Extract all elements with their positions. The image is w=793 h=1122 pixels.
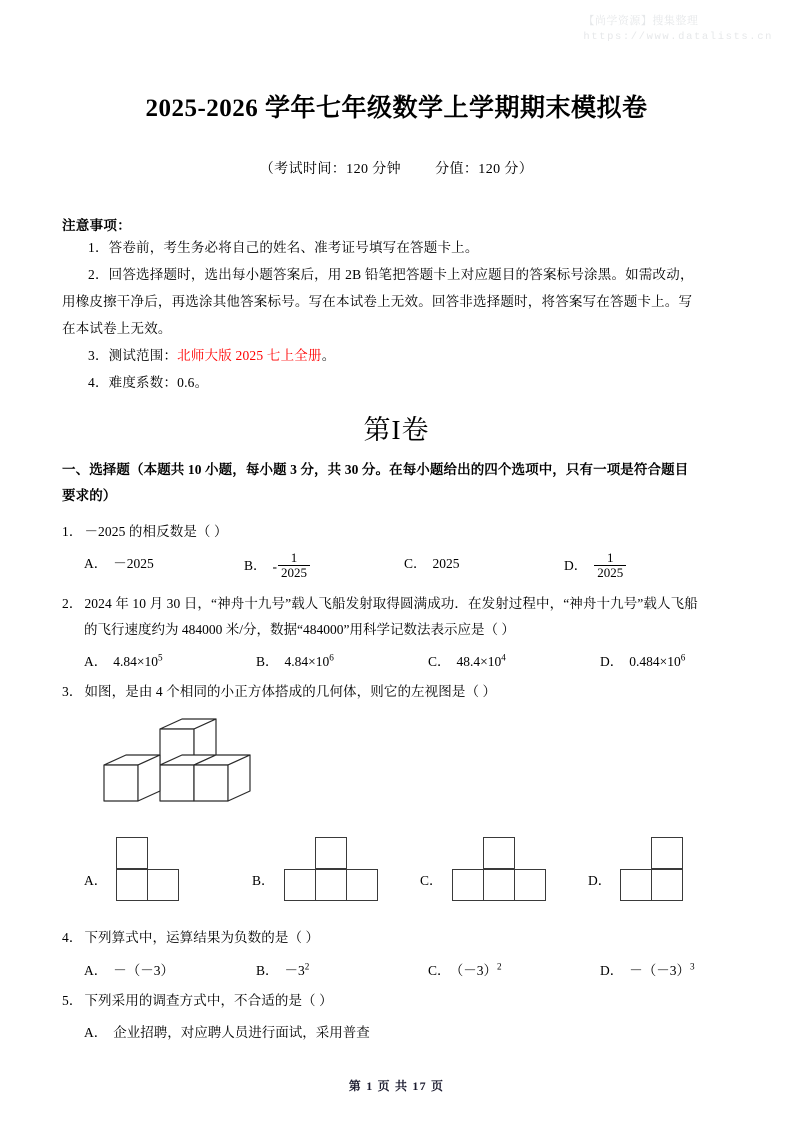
- option-a-label: A．: [84, 1025, 108, 1041]
- shape-c-grid: [452, 837, 549, 903]
- notice-3-suffix: 。: [321, 348, 336, 363]
- option-b-base: －3: [284, 962, 305, 978]
- question-5-number: 5．: [62, 992, 83, 1008]
- option-c-base: 48.4×10: [456, 654, 502, 670]
- option-b-label: B．: [244, 557, 267, 573]
- grid-cell: [452, 869, 484, 901]
- option-c-label: C．: [420, 873, 443, 889]
- question-1-option-a[interactable]: [84, 552, 244, 582]
- page-title: 2025-2026 学年七年级数学上学期期末模拟卷: [145, 95, 648, 122]
- option-c-exponent: 2: [497, 961, 502, 972]
- grid-cell: [116, 869, 148, 901]
- shape-d-grid: [620, 837, 686, 903]
- option-b-base: 4.84×10: [284, 654, 330, 670]
- option-c-label: C．: [428, 962, 451, 978]
- question-4-option-b[interactable]: [256, 959, 428, 979]
- question-2-options: [62, 650, 731, 670]
- option-a-base: 4.84×10: [113, 654, 158, 670]
- option-a-value: －（－3）: [113, 962, 174, 978]
- fraction-numerator: 1: [290, 549, 298, 565]
- option-a-label: A．: [84, 555, 108, 571]
- option-b-exponent: 6: [329, 652, 334, 663]
- grid-cell: [116, 837, 148, 869]
- grid-cell: [346, 869, 378, 901]
- question-1-option-c[interactable]: [404, 552, 564, 582]
- fraction-numerator: 1: [607, 549, 614, 565]
- notice-item-2: 2．回答选择题时，选出每小题答案后，用 2B 铅笔把答题卡上对应题目的答案标号涂黑。如需改动，: [88, 267, 694, 282]
- question-5-option-a[interactable]: [84, 1021, 370, 1041]
- section-heading-line1: 一、选择题（本题共 10 小题，每小题 3 分，共 30 分。在每小题给出的四个选项中，只有一项是符合题目: [62, 462, 689, 477]
- question-4-option-a[interactable]: [84, 959, 256, 979]
- grid-cell: [315, 837, 347, 869]
- notice-item-4: 4．难度系数：0.6。: [88, 375, 209, 390]
- question-1-option-d[interactable]: [564, 549, 724, 582]
- option-c-value: 2025: [432, 555, 460, 571]
- question-1-text: －2025 的相反数是（ ）: [84, 523, 228, 539]
- exam-meta: [62, 158, 731, 178]
- section-heading: [62, 457, 731, 510]
- cube-stack-3d-figure: [90, 717, 731, 827]
- option-c-base: （－3）: [456, 962, 498, 978]
- question-1-stem: [62, 519, 731, 545]
- page-footer: 第 1 页 共 17 页: [348, 1079, 445, 1093]
- question-4-number: 4．: [62, 930, 83, 946]
- question-3-text: 如图，是由 4 个相同的小正方体搭成的几何体，则它的左视图是（ ）: [84, 684, 497, 700]
- grid-cell: [651, 837, 683, 869]
- fraction-denominator: 2025: [278, 565, 310, 581]
- option-d-label: D．: [600, 654, 624, 670]
- notice-item-3: [62, 342, 731, 369]
- question-5-stem: [62, 988, 731, 1014]
- test-range-text: 北师大版 2025 七上全册: [177, 348, 322, 363]
- watermark: [583, 14, 773, 45]
- option-b-sign: -: [272, 558, 278, 574]
- question-1-options: [62, 549, 731, 582]
- option-d-label: D．: [588, 873, 612, 889]
- question-1-number: 1．: [62, 523, 83, 539]
- option-d-fraction: [594, 551, 626, 581]
- option-c-label: C．: [404, 555, 427, 571]
- option-d-base: 0.484×10: [629, 654, 681, 670]
- question-5-options: [62, 1021, 731, 1041]
- option-a-label: A．: [84, 654, 108, 670]
- option-a-label: A．: [84, 962, 108, 978]
- option-d-exponent: 6: [680, 652, 686, 663]
- question-3-option-c[interactable]: [420, 837, 588, 903]
- notice-item-1: 1．答卷前，考生务必将自己的姓名、准考证号填写在答题卡上。: [88, 240, 479, 255]
- question-3-stem: [62, 679, 731, 705]
- fraction-denominator: 2025: [594, 565, 626, 581]
- question-2-option-a[interactable]: [84, 650, 256, 670]
- exam-time: （考试时间：120 分钟: [259, 162, 402, 177]
- option-a-value: 企业招聘，对应聘人员进行面试，采用普查: [113, 1025, 370, 1041]
- option-d-base: －（－3）: [629, 962, 690, 978]
- shape-b-grid: [284, 837, 381, 903]
- grid-cell: [651, 869, 683, 901]
- question-4-option-d[interactable]: [600, 959, 772, 979]
- watermark-source: 【尚学资源】搜集整理: [583, 15, 699, 27]
- shape-a-grid: [116, 837, 182, 903]
- option-c-label: C．: [428, 654, 451, 670]
- notice-item-2-cont: 用橡皮擦干净后，再选涂其他答案标号。写在本试卷上无效。回答非选择题时，将答案写在答题卡上。写: [62, 294, 693, 309]
- grid-cell: [514, 869, 546, 901]
- option-b-label: B．: [252, 873, 275, 889]
- question-3-number: 3．: [62, 684, 83, 700]
- option-d-label: D．: [564, 557, 588, 573]
- section-heading-line2: 要求的）: [62, 488, 117, 504]
- question-1-option-b[interactable]: [244, 549, 404, 582]
- question-2-option-c[interactable]: [428, 650, 600, 670]
- option-d-label: D．: [600, 962, 624, 978]
- option-d-exponent: 3: [690, 961, 695, 972]
- question-4-stem: [62, 925, 731, 951]
- question-2-option-b[interactable]: [256, 650, 428, 670]
- question-2-text: 2024 年 10 月 30 日，“神舟十九号”载人飞船发射取得圆满成功．在发射过程中，“神舟十九号”载人飞船: [84, 595, 698, 611]
- grid-cell: [483, 837, 515, 869]
- option-a-exponent: 5: [158, 652, 163, 663]
- notices-heading: 注意事项：: [62, 218, 131, 233]
- option-b-exponent: 2: [304, 961, 310, 972]
- exam-score: 分值：120 分）: [435, 162, 534, 177]
- option-b-label: B．: [256, 654, 279, 670]
- question-4-options: [62, 959, 731, 979]
- question-3-option-d[interactable]: [588, 837, 756, 903]
- grid-cell: [284, 869, 316, 901]
- question-3-shape-options: [62, 837, 731, 903]
- question-4-option-c[interactable]: [428, 959, 600, 979]
- juan-heading: 第I卷: [363, 415, 430, 445]
- grid-cell: [315, 869, 347, 901]
- grid-cell: [147, 869, 179, 901]
- question-3-option-a[interactable]: [84, 837, 252, 903]
- question-4-text: 下列算式中，运算结果为负数的是（ ）: [84, 930, 320, 946]
- cube-stack-svg: [90, 717, 280, 822]
- option-b-label: B．: [256, 962, 279, 978]
- option-c-exponent: 4: [501, 652, 506, 663]
- watermark-url: https://www.datalists.cn: [583, 30, 773, 43]
- notice-3-prefix: 3．测试范围：: [88, 348, 178, 363]
- question-2-option-d[interactable]: [600, 650, 772, 670]
- question-2-stem-cont: 的飞行速度约为 484000 米/分，数据“484000”用科学记数法表示应是（ ）: [84, 621, 515, 637]
- question-2-number: 2．: [62, 595, 83, 611]
- option-a-label: A．: [84, 873, 108, 889]
- option-b-fraction: [278, 551, 310, 581]
- question-3-option-b[interactable]: [252, 837, 420, 903]
- question-5-text: 下列采用的调查方式中，不合适的是（ ）: [84, 992, 333, 1008]
- grid-cell: [620, 869, 652, 901]
- notice-item-2-cont2: 在本试卷上无效。: [62, 321, 172, 336]
- grid-cell: [483, 869, 515, 901]
- question-2-stem: [62, 591, 731, 617]
- option-a-value: －2025: [113, 555, 154, 571]
